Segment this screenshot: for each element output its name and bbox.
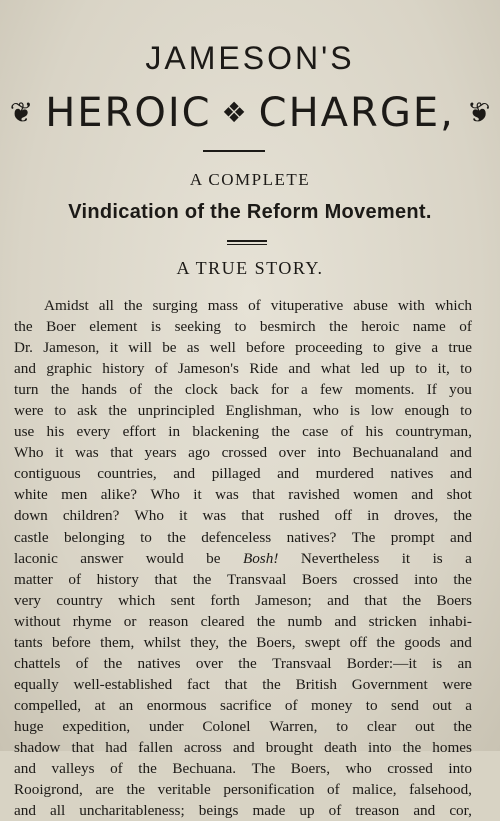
leaf-ornament-icon: ❦ (464, 96, 491, 129)
title-line-1: JAMESON'S (145, 40, 355, 76)
body-line: and all uncharitableness; beings made up of treason and cor, (14, 802, 472, 820)
body-line: use his every effort in blackening the case of his countryman, (14, 423, 472, 441)
body-line: white men alike? Who it was that ravished women and shot (14, 486, 472, 504)
body-line: Who it was that years ago crossed over into Bechuanaland and (14, 444, 472, 462)
bosh-word: Bosh! (242, 549, 279, 567)
divider-rule (227, 244, 267, 245)
diamond-ornament-icon: ❖ (221, 96, 249, 129)
body-line: chattels of the natives over the Transvaal Border:—it is an (14, 654, 472, 672)
body-line: castle belonging to the defenceless natives? The prompt and (14, 528, 472, 546)
subtitle-vindication: Vindication of the Reform Movement. (68, 201, 432, 223)
body-line: down children? Who it was that rushed off in droves, the (14, 507, 472, 525)
body-line: compelled, at an enormous sacrifice of money to send out a (14, 696, 472, 714)
title-heroic: HEROIC (45, 90, 212, 136)
body-line: turn the hands of the clock back for a few moments. If you (14, 381, 472, 399)
body-line: and valleys of the Bechuana. The Boers, who crossed into (14, 760, 472, 778)
leaf-ornament-icon: ❦ (9, 96, 36, 129)
title-line-2 (0, 90, 500, 136)
subtitle-true-story: A TRUE STORY. (176, 258, 324, 278)
body-line: Rooigrond, are the veritable personification of malice, falsehood, (14, 781, 472, 799)
title-charge: CHARGE, (258, 90, 455, 136)
body-paragraph (14, 295, 472, 821)
body-line: equally well-established fact that the British Government were (14, 675, 472, 693)
body-line: Amidst all the surging mass of vituperative abuse with which (44, 297, 472, 314)
body-line: and graphic history of Jameson's Ride and what led up to it, to (14, 360, 472, 378)
body-line: were to ask the unprincipled Englishman, who is low enough to (14, 402, 472, 420)
divider-rule (227, 240, 267, 242)
body-line: without rhyme or reason cleared the numb and stricken inhabi- (14, 612, 472, 630)
body-line: huge expedition, under Colonel Warren, to clear out the (14, 717, 472, 735)
body-line: laconic answer would be Bosh! Nevertheless it is a (14, 548, 472, 569)
body-line: contiguous countries, and pillaged and murdered natives and (14, 465, 472, 483)
body-line: the Boer element is seeking to besmirch the heroic name of (14, 318, 472, 336)
body-line: shadow that had fallen across and brought death into the homes (14, 738, 472, 756)
body-line: very country which sent forth Jameson; and that the Boers (14, 591, 472, 609)
body-line: matter of history that the Transvaal Boers crossed into the (14, 570, 472, 588)
body-line: Dr. Jameson, it will be as well before proceeding to give a true (14, 339, 472, 357)
divider-rule (203, 150, 265, 152)
body-line: tants before them, whilst they, the Boers, swept off the goods and (14, 633, 472, 651)
subtitle-a-complete: A COMPLETE (189, 170, 311, 189)
